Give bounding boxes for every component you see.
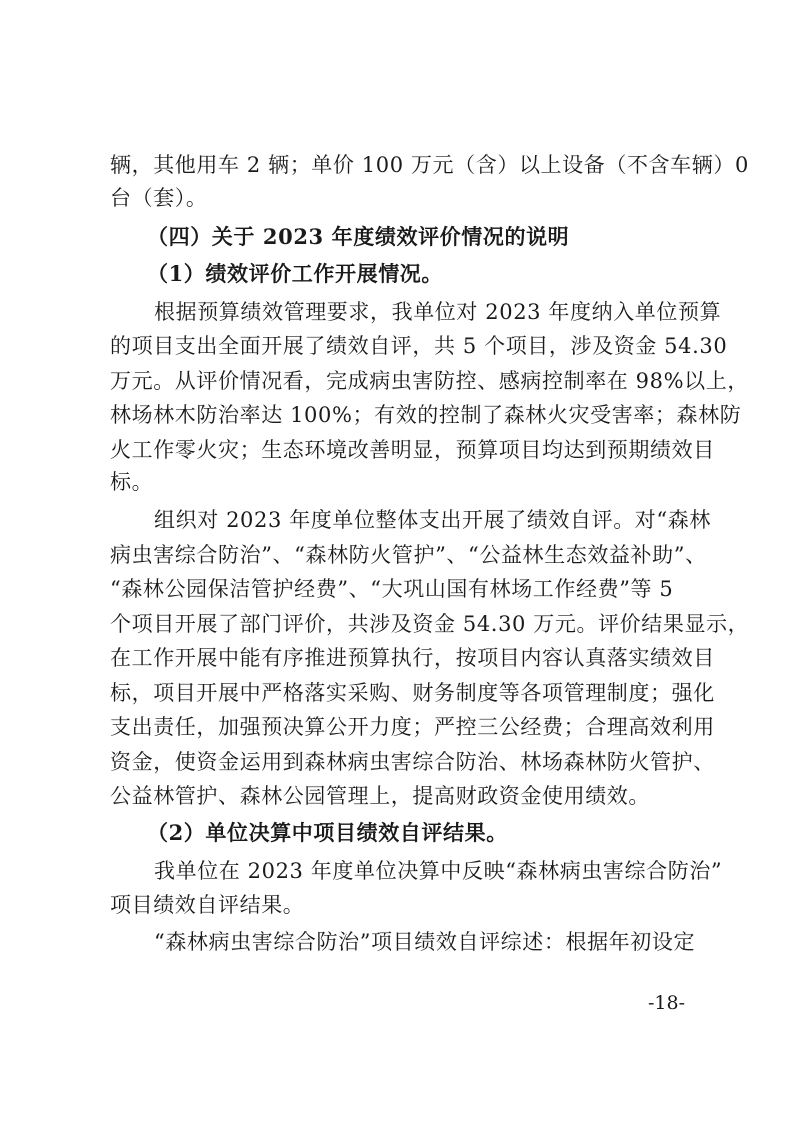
body-text-line: 病虫害综合防治”、“森林防火管护”、“公益林生态效益补助”、 xyxy=(110,543,707,567)
body-text-line: 根据预算绩效管理要求，我单位对 2023 年度纳入单位预算 xyxy=(154,300,722,324)
body-text-line: 林场林木防治率达 100%；有效的控制了森林火灾受害率；森林防 xyxy=(110,403,742,427)
body-text-line: 辆，其他用车 2 辆；单价 100 万元（含）以上设备（不含车辆）0 xyxy=(110,153,749,177)
body-text-line: 万元。从评价情况看，完成病虫害防控、感病控制率在 98%以上， xyxy=(110,369,749,393)
body-text-line: 个项目开展了部门评价，共涉及资金 54.30 万元。评价结果显示， xyxy=(110,612,750,636)
body-text-line: 标。 xyxy=(110,470,154,494)
page-number: -18- xyxy=(648,992,686,1014)
body-text-line: 台（套）。 xyxy=(110,186,208,210)
body-text-line: 的项目支出全面开展了绩效自评，共 5 个项目，涉及资金 54.30 xyxy=(110,334,728,358)
subsection-heading: （1）绩效评价工作开展情况。 xyxy=(147,261,444,286)
body-text-line: 标，项目开展中严格落实采购、财务制度等各项管理制度；强化 xyxy=(110,681,715,705)
body-text-line: 支出责任，加强预决算公开力度；严控三公经费；合理高效利用 xyxy=(110,715,715,739)
body-text-line: 火工作零火灾；生态环境改善明显，预算项目均达到预期绩效目 xyxy=(110,438,715,462)
body-text-line: 公益林管护、森林公园管理上，提高财政资金使用绩效。 xyxy=(110,784,650,808)
section-heading: （四）关于 2023 年度绩效评价情况的说明 xyxy=(147,224,570,249)
body-text-line: 项目绩效自评结果。 xyxy=(110,893,305,917)
body-text-line: 我单位在 2023 年度单位决算中反映“森林病虫害综合防治” xyxy=(154,859,723,883)
body-text-line: “森林公园保洁管护经费”、“大巩山国有林场工作经费”等 5 xyxy=(110,577,674,601)
body-text-line: 在工作开展中能有序推进预算执行，按项目内容认真落实绩效目 xyxy=(110,646,715,670)
subsection-heading: （2）单位决算中项目绩效自评结果。 xyxy=(147,820,508,845)
body-text-line: 组织对 2023 年度单位整体支出开展了绩效自评。对“森林 xyxy=(154,508,711,532)
body-text-line: 资金，使资金运用到森林病虫害综合防治、林场森林防火管护、 xyxy=(110,750,715,774)
body-text-line: “森林病虫害综合防治”项目绩效自评综述：根据年初设定 xyxy=(154,930,696,954)
